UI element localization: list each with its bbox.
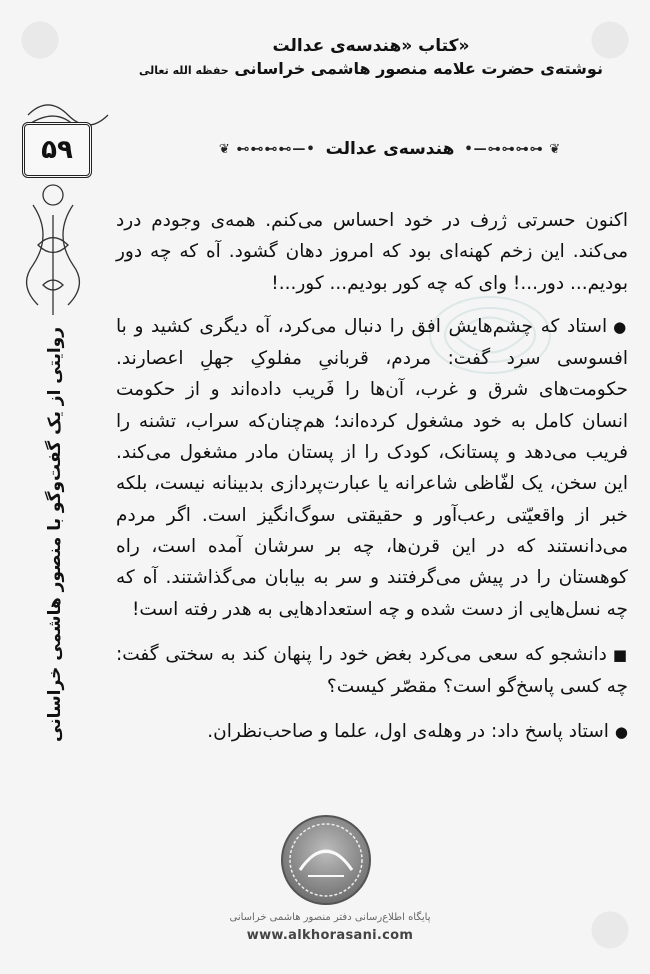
header-ornament-right-icon: ❦ ⊷⊷⊷⊷—•: [464, 141, 562, 157]
bullet-square-icon: ■: [612, 645, 628, 664]
book-header: [110, 34, 632, 82]
footer-caption: پایگاه اطلاع‌رسانی دفتر منصور هاشمی خراسانی: [229, 912, 431, 923]
running-header-title: هندسه‌ی عدالت: [325, 139, 455, 159]
paragraph-4: [116, 716, 628, 748]
paragraph-3: [116, 639, 628, 703]
paragraph-1: [116, 205, 628, 299]
paragraph-2: [116, 311, 628, 625]
body-text: [116, 205, 628, 763]
running-header: [150, 132, 630, 166]
page-number: ۵۹: [22, 122, 92, 178]
paragraph-text: دانشجو که سعی می‌کرد بغض خود را پنهان کند به سختی گفت: چه کسی پاسخ‌گو است؟ مقصّر کیست؟: [116, 643, 628, 698]
seal-logo-icon: [278, 812, 374, 908]
website-url: www.alkhorasani.com: [246, 928, 414, 943]
bullet-circle-icon: ●: [613, 317, 628, 336]
author-line: [110, 58, 632, 82]
paragraph-text: استاد پاسخ داد: در وهله‌ی اول، علما و صاحب‌نظران.: [207, 721, 609, 743]
paragraph-text: استاد که چشم‌هایش افق را دنبال می‌کرد، آه دیگری کشید و با افسوسی سرد گفت: مردم، قربانیِ مفلوکِ جهلِ اعصارند. حکومت‌های شرق و غرب، آن‌ها را فَریب داده‌اند و از حکومت انسان کامل به خود مشغول کرده‌اند؛ هم‌چنان‌که سراب، تشنه را فریب می‌دهد و پستانک، کودک را از پستان مادر مشغول می‌کند. این سخن، یک لفّاظی شاعرانه یا عبارت‌پردازی بدبینانه نیست، بلکه خبر از واقعیّتی رعب‌آور و حقیقتی سوگ‌انگیز است. اگر مردم می‌دانستند که در این قرن‌ها، چه بر سرشان آمده است، راه کوهستان را در پیش می‌گرفتند و سر به بیابان می‌گذاشتند. آه که چه نسل‌هایی از دست شده و چه استعدادهایی به هدر رفته است!: [116, 315, 628, 620]
author-name: نوشته‌ی حضرت علامه منصور هاشمی خراسانی: [234, 59, 603, 78]
side-title: روایتی از یک گفت‌وگو با منصور هاشمی خراسانی: [45, 327, 65, 743]
header-ornament-left-icon: •—⊶⊶⊶⊶ ❦: [218, 141, 316, 157]
book-title: کتاب «هندسه‌ی عدالت»: [272, 36, 470, 56]
bullet-circle-icon: ●: [614, 723, 628, 742]
paragraph-text: اکنون حسرتی ژرف در خود احساس می‌کنم. همه‌ی وجودم درد می‌کند. این زخم کهنه‌ای بود که امروز دهان گشود. آه که چه دور بودیم... دور...! وای که چه کور بودیم... کور...!: [116, 210, 628, 294]
author-honorific: حفظه الله تعالی: [139, 64, 229, 77]
